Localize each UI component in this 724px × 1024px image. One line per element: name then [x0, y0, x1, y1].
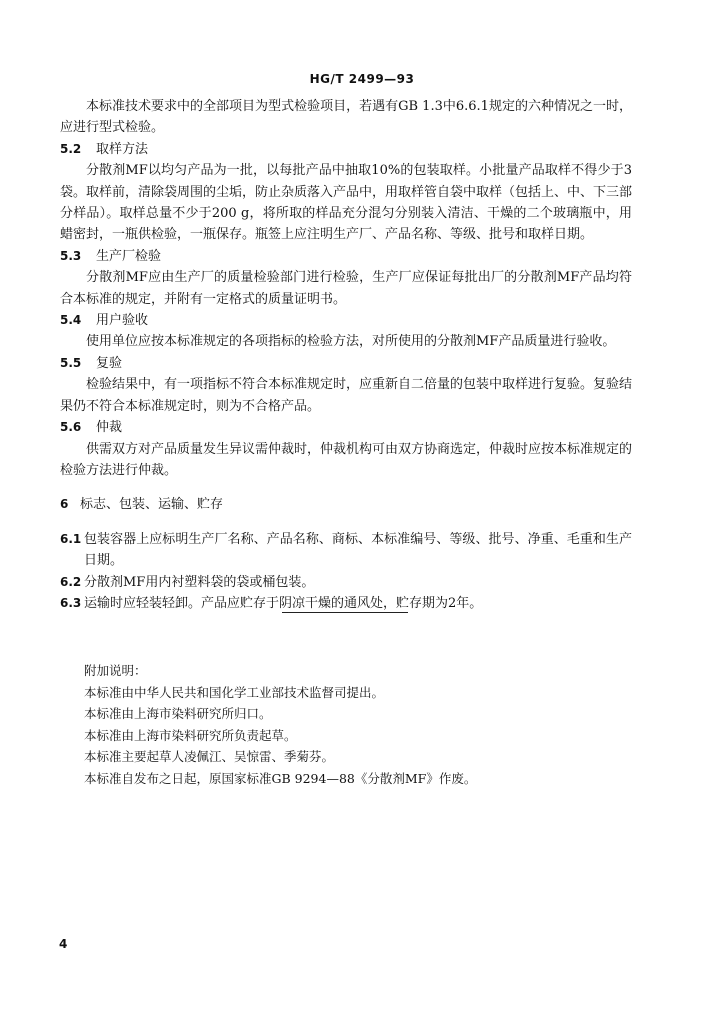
note-line: 本标准自发布之日起，原国家标准GB 9294—88《分散剂MF》作废。 [84, 770, 477, 786]
section-number: 5.3 [60, 248, 82, 263]
section-title: 生产厂检验 [96, 248, 162, 264]
clause-6-2 [60, 572, 632, 593]
section-body: 使用单位应按本标准规定的各项指标的检验方法，对所使用的分散剂MF产品质量进行验收。 [86, 334, 616, 350]
chapter-title: 标志、包装、运输、贮存 [80, 497, 224, 513]
section-body: 分散剂MF应由生产厂的质量检验部门进行检验，生产厂应保证每批出厂的分散剂MF产品均符合本标准的规定，并附有一定格式的质量证明书。 [60, 270, 632, 307]
section-number: 5.2 [60, 141, 82, 156]
additional-notes [84, 660, 644, 790]
standard-code-header: HG/T 2499—93 [309, 72, 415, 86]
section-heading [60, 246, 632, 267]
clause-number: 6.2 [60, 574, 82, 589]
section-title: 用户验收 [96, 313, 149, 329]
section-5-5 [60, 353, 632, 417]
notes-title: 附加说明： [84, 663, 147, 678]
section-body: 检验结果中，有一项指标不符合本标准规定时，应重新自二倍量的包装中取样进行复验。复验结果仍不符合本标准规定时，则为不合格产品。 [60, 377, 633, 414]
section-heading [60, 353, 632, 374]
section-heading [60, 139, 632, 160]
intro-paragraph: 本标准技术要求中的全部项目为型式检验项目，若遇有GB 1.3中6.6.1规定的六种情况之一时，应进行型式检验。 [60, 99, 632, 136]
note-line: 本标准主要起草人凌佩江、吴惊雷、季菊芬。 [84, 749, 335, 765]
section-heading [60, 310, 632, 331]
note-line: 本标准由上海市染料研究所归口。 [84, 706, 272, 722]
section-number: 5.6 [60, 420, 82, 435]
section-title: 取样方法 [96, 141, 149, 157]
chapter-number: 6 [60, 497, 69, 512]
section-heading [60, 417, 632, 438]
section-number: 5.5 [60, 355, 82, 370]
section-5-4 [60, 310, 632, 353]
clause-number: 6.3 [60, 595, 82, 610]
note-line: 本标准由上海市染料研究所负责起草。 [84, 727, 297, 743]
clause-number: 6.1 [60, 531, 82, 546]
clause-text: 包装容器上应标明生产厂名称、产品名称、商标、本标准编号、等级、批号、净重、毛重和生产日期。 [84, 531, 632, 569]
main-content [60, 96, 632, 614]
clause-text: 运输时应轻装轻卸。产品应贮存于阴凉干燥的通风处，贮存期为2年。 [84, 595, 483, 611]
end-divider-line [282, 612, 408, 613]
section-title: 仲裁 [96, 420, 123, 436]
section-body: 分散剂MF以均匀产品为一批，以每批产品中抽取10%的包装取样。小批量产品取样不得少于3袋。取样前，清除袋周围的尘垢，防止杂质落入产品中，用取样管自袋中取样（包括上、中、下三部分样品）。取样总量不少于200 g，将所取的样品充分混匀分别装入清洁、干燥的二个玻璃瓶中，用蜡密封，一瓶供检验，一瓶保存。瓶签上应注明生产厂、产品名称、等级、批号和取样日期。 [60, 163, 633, 243]
chapter-6-heading [60, 494, 632, 515]
section-5-6 [60, 417, 632, 481]
page-number: 4 [59, 937, 68, 951]
clause-text: 分散剂MF用内衬塑料袋的袋或桶包装。 [84, 574, 315, 590]
section-title: 复验 [96, 355, 123, 371]
section-5-2 [60, 139, 632, 246]
section-body: 供需双方对产品质量发生异议需仲裁时，仲裁机构可由双方协商选定，仲裁时应按本标准规定的检验方法进行仲裁。 [60, 441, 633, 478]
clause-6-1 [60, 529, 632, 572]
section-number: 5.4 [60, 313, 82, 328]
section-5-3 [60, 246, 632, 310]
note-line: 本标准由中华人民共和国化学工业部技术监督司提出。 [84, 684, 385, 700]
